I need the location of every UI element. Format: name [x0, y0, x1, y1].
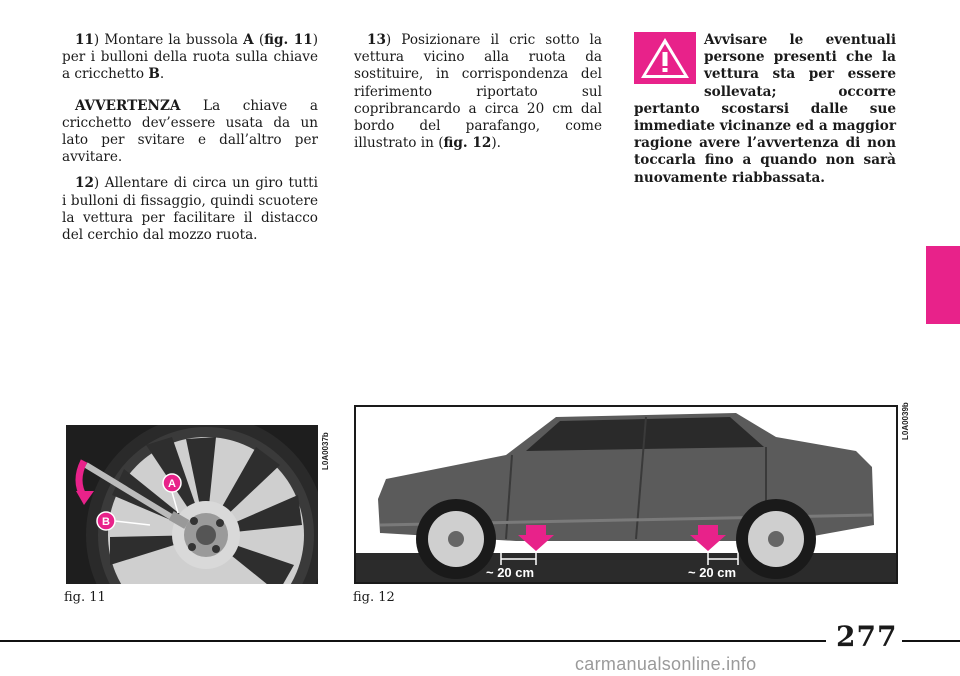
- figure-12-image: [354, 405, 898, 584]
- step-13: 13) Posizionare il cric sotto la vettura vicino alla ruota da sostituire, in corrispondenza del riferimento riportato sul copribrancardo a circa 20 cm dal bordo del parafango, come illustrato in (fig. 12).: [354, 32, 602, 152]
- fig12-caption: fig. 12: [353, 590, 395, 605]
- label-b: B: [102, 516, 110, 528]
- warning-text: Avvisare le eventuali persone presenti che la vettura sta per essere sollevata; occorre pertanto scostarsi dalle sue immediate vicinanze ed a maggior ragione avere l’avvertenza di non toccarla fino a quando non sarà nuovamente riabbassata.: [634, 32, 896, 186]
- page-number: 277: [836, 620, 898, 653]
- watermark: carmanualsonline.info: [575, 654, 757, 674]
- column-1: [62, 32, 318, 253]
- fig11-code: L0A0037b: [321, 432, 330, 470]
- fig12-code: L0A0039b: [901, 402, 910, 440]
- label-a: A: [168, 478, 176, 490]
- notice: AVVERTENZA La chiave a cricchetto dev’essere usata da un lato per svitare e dall’altro per avvitare.: [62, 97, 318, 166]
- fig11-caption: fig. 11: [64, 590, 106, 605]
- footer-rule: [0, 640, 960, 642]
- step-12: 12) Allentare di circa un giro tutti i bulloni di fissaggio, quindi scuotere la vettura per facilitare il distacco del cerchio dal mozzo ruota.: [62, 175, 318, 244]
- warning-icon: [634, 32, 704, 84]
- dim-label-1: ~ 20 cm: [486, 565, 535, 580]
- figure-11-image: [66, 425, 318, 584]
- section-tab: [926, 246, 960, 324]
- dim-label-2: ~ 20 cm: [688, 565, 737, 580]
- column-2: [354, 32, 602, 161]
- step-11: 11) Montare la bussola A (fig. 11) per i bulloni della ruota sulla chiave a cricchetto B.: [62, 32, 318, 83]
- warning-block: [634, 32, 896, 187]
